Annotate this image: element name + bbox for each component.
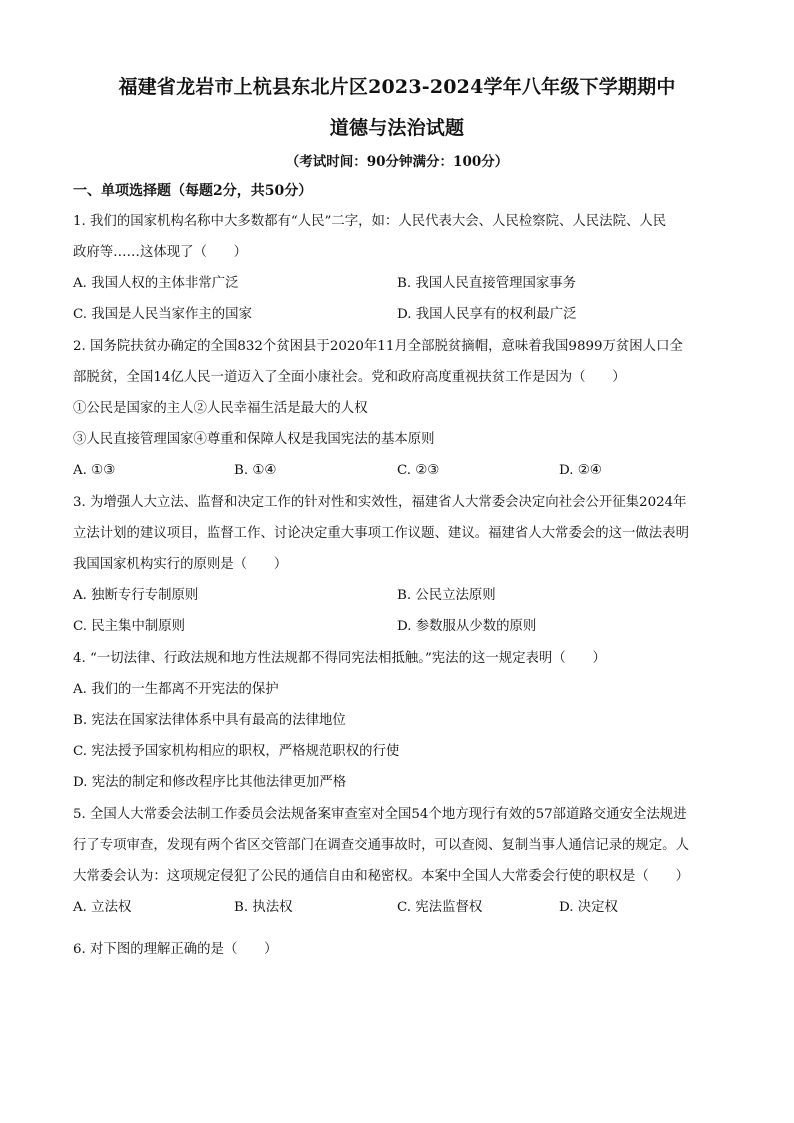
question-4-option-d: D. 宪法的制定和修改程序比其他法律更加严格 (73, 775, 347, 790)
question-3-stem-cont: 立法计划的建议项目，监督工作、讨论决定重大事项工作议题、建议。福建省人大常委会的这一做法表明 (73, 526, 689, 541)
question-2-option-d: D. ②④ (559, 463, 602, 478)
question-1-option-b: B. 我国人民直接管理国家事务 (397, 276, 577, 291)
question-5-stem-cont2: 大常委会认为：这项规定侵犯了公民的通信自由和秘密权。本案中全国人大常委会行使的职权是（ ） (73, 869, 689, 884)
question-4-option-c: C. 宪法授予国家机构相应的职权，严格规范职权的行使 (73, 744, 400, 759)
question-2-option-b: B. ①④ (234, 463, 277, 478)
question-3-option-d: D. 参数服从少数的原则 (397, 619, 537, 634)
question-5-stem-cont: 行了专项审查，发现有两个省区交管部门在调查交通事故时，可以查阅、复制当事人通信记录的规定。人 (73, 838, 689, 853)
exam-title: 福建省龙岩市上杭县东北片区2023-2024学年八年级下学期期中 (118, 76, 676, 98)
question-2-stem-cont: 部脱贫，全国14亿人民一道迈入了全面小康社会。党和政府高度重视扶贫工作是因为（ ） (73, 370, 626, 385)
question-1-stem: 1. 我们的国家机构名称中大多数都有“人民”二字，如：人民代表大会、人民检察院、人民法院、人民 (73, 214, 667, 229)
question-5-stem: 5. 全国人大常委会法制工作委员会法规备案审查室对全国54个地方现行有效的57部道路交通安全法规进 (73, 807, 687, 822)
question-4-option-b: B. 宪法在国家法律体系中具有最高的法律地位 (73, 713, 346, 728)
question-1-option-d: D. 我国人民享有的权利最广泛 (397, 307, 577, 322)
question-5-option-b: B. 执法权 (234, 900, 293, 915)
question-4-option-a: A. 我们的一生都离不开宪法的保护 (73, 682, 279, 697)
question-2-option-a: A. ①③ (73, 463, 116, 478)
section-heading: 一、单项选择题（每题2分，共50分） (73, 183, 313, 199)
question-1-option-a: A. 我国人权的主体非常广泛 (73, 276, 239, 291)
question-2-stem: 2. 国务院扶贫办确定的全国832个贫困县于2020年11月全部脱贫摘帽，意味着我国9899万贫困人口全 (73, 339, 683, 354)
question-2-option-c: C. ②③ (397, 463, 440, 478)
exam-subject-title: 道德与法治试题 (329, 117, 465, 139)
question-6-stem: 6. 对下图的理解正确的是（ ） (73, 942, 278, 957)
question-3-option-a: A. 独断专行专制原则 (73, 588, 199, 603)
question-1-option-c: C. 我国是人民当家作主的国家 (73, 307, 252, 322)
question-2-statements-2: ③人民直接管理国家④尊重和保障人权是我国宪法的基本原则 (73, 432, 435, 447)
question-5-option-c: C. 宪法监督权 (397, 900, 483, 915)
question-2-statements-1: ①公民是国家的主人②人民幸福生活是最大的人权 (73, 401, 368, 416)
question-4-stem: 4. “一切法律、行政法规和地方性法规都不得同宪法相抵触。”宪法的这一规定表明（ ） (73, 651, 606, 666)
question-5-option-a: A. 立法权 (73, 900, 132, 915)
question-3-stem-cont2: 我国国家机构实行的原则是（ ） (73, 557, 288, 572)
question-3-option-c: C. 民主集中制原则 (73, 619, 186, 634)
question-3-stem: 3. 为增强人大立法、监督和决定工作的针对性和实效性，福建省人大常委会决定向社会公开征集2024年 (73, 495, 687, 510)
exam-info: （考试时间：90分钟满分：100分） (285, 154, 509, 170)
question-1-stem-cont: 政府等……这体现了（ ） (73, 245, 248, 260)
question-5-option-d: D. 决定权 (559, 900, 618, 915)
question-3-option-b: B. 公民立法原则 (397, 588, 496, 603)
